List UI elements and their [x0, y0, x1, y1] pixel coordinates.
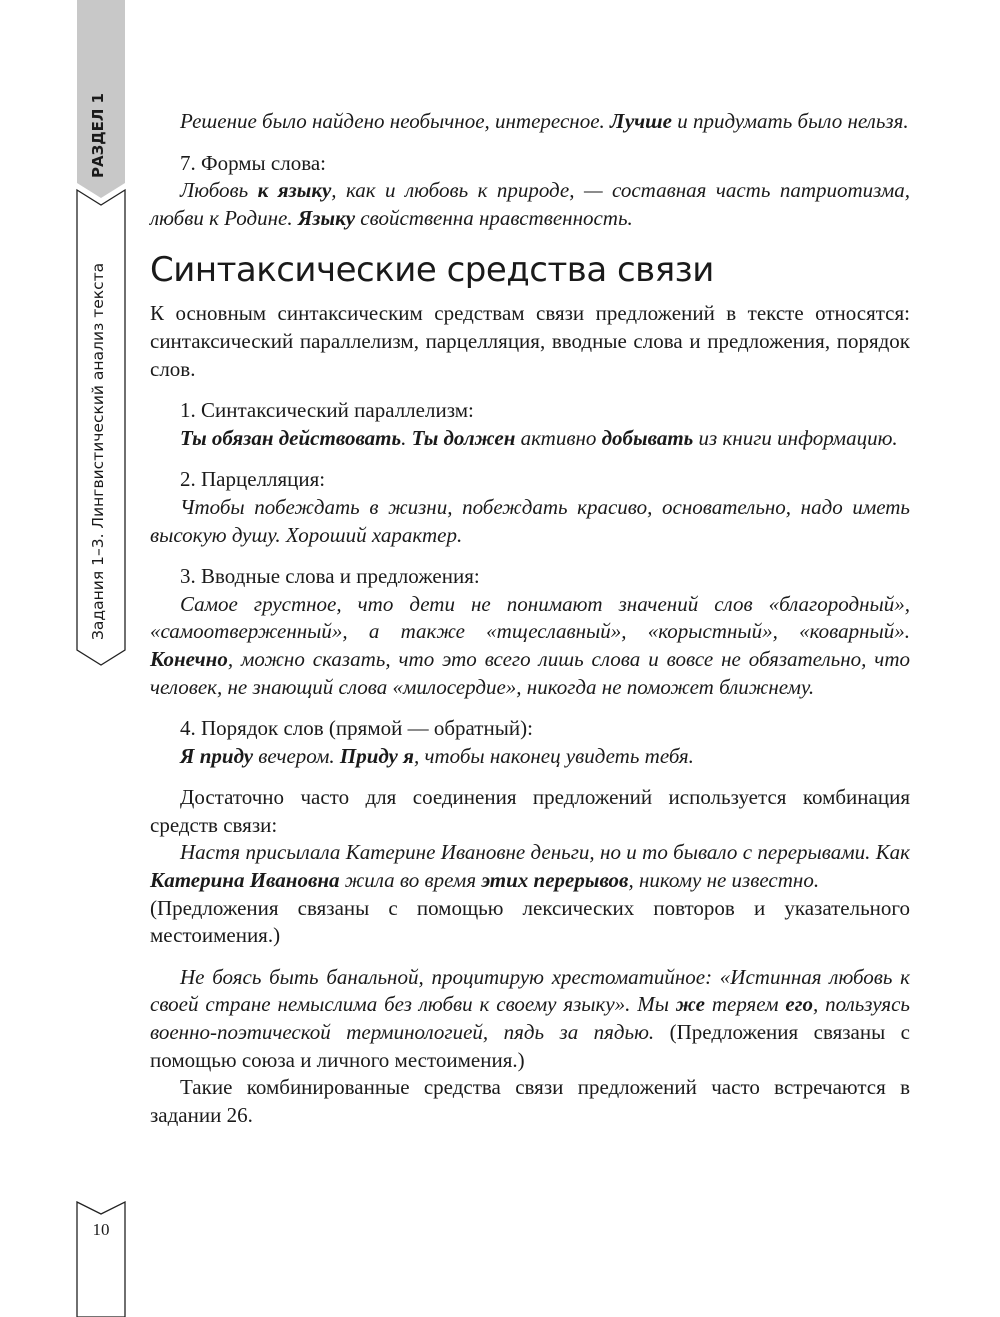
- text-run: Чтобы побеждать в жизни, побеждать красиво, основательно, надо иметь высокую душу. Хороший характер.: [150, 494, 910, 547]
- paragraph: [150, 466, 910, 494]
- paragraph: [150, 1074, 910, 1129]
- emphasis-text: Ты обязан действовать: [180, 425, 402, 450]
- emphasis-text: этих перерывов: [481, 868, 629, 893]
- text-run: , можно сказать, что это всего лишь слова и вовсе не обязательно, что человек, не знающий слова «милосердие», никогда не поможет ближнему.: [150, 646, 910, 699]
- text-run: 1. Синтаксический параллелизм:: [180, 398, 474, 423]
- paragraph: [150, 177, 910, 232]
- emphasis-text: добывать: [601, 425, 694, 450]
- paragraph: [150, 425, 910, 453]
- emphasis-text: Конечно: [150, 646, 228, 671]
- paragraph: [150, 895, 910, 950]
- text-run: 7. Формы слова:: [180, 150, 327, 175]
- text-run: Такие комбинированные средства связи предложений часто встречаются в задании 26.: [150, 1075, 910, 1127]
- text-run: теряем: [704, 992, 786, 1017]
- text-run: Любовь: [180, 178, 258, 203]
- paragraph: [150, 964, 910, 1074]
- text-run: Достаточно часто для соединения предложений используется комбинация средств связи:: [150, 785, 910, 837]
- text-run: свойственна нравственность.: [355, 205, 633, 230]
- text-run: Настя присылала Катерине Ивановне деньги, но и то бывало с перерывами. Как: [180, 840, 910, 865]
- paragraph: [150, 784, 910, 839]
- emphasis-text: Лучше: [610, 109, 672, 133]
- emphasis-text: его: [785, 992, 813, 1017]
- emphasis-text: Я приду: [180, 743, 254, 768]
- paragraph: [150, 591, 910, 701]
- section-heading: Синтаксические средства связи: [150, 250, 714, 291]
- text-run: , как и любовь к природе, — составная часть патриотизма, любви к Родине.: [150, 178, 910, 230]
- text-run: .: [401, 425, 412, 450]
- emphasis-text: к языку: [257, 178, 332, 203]
- text-run: Самое грустное, что дети не понимают значений слов «благородный», «самоотверженный», а также «тщеславный», «корыстный», «коварный».: [150, 591, 910, 644]
- paragraph: [150, 715, 910, 743]
- text-run: Не боясь быть банальной, процитирую хрестоматийное: «Истинная любовь к своей стране немыслима без любви к своему языку». Мы: [150, 964, 910, 1017]
- paragraph: [150, 108, 910, 136]
- section-label: РАЗДЕЛ 1: [89, 93, 107, 178]
- paragraph: [150, 397, 910, 425]
- text-run: 3. Вводные слова и предложения:: [180, 564, 480, 589]
- text-run: Решение было найдено необычное, интересное.: [180, 109, 611, 133]
- paragraph: [150, 839, 910, 894]
- text-run: (Предложения связаны с помощью лексических повторов и указательного местоимения.): [150, 895, 910, 948]
- page-content: [150, 108, 910, 1129]
- paragraph: [150, 743, 910, 771]
- text-run: (Предложения связаны с помощью союза и личного местоимения.): [150, 1020, 911, 1072]
- text-run: , чтобы наконец увидеть тебя.: [413, 743, 694, 768]
- text-run: активно: [515, 425, 602, 450]
- emphasis-text: Ты должен: [411, 425, 516, 450]
- text-run: К основным синтаксическим средствам связи предложений в тексте относятся: синтаксический параллелизм, парцелляция, вводные слова и предложения, порядок слов.: [150, 301, 910, 381]
- paragraph: [150, 300, 910, 383]
- page-number: 10: [92, 1220, 110, 1239]
- text-run: , никому не известно.: [628, 868, 820, 893]
- emphasis-text: же: [675, 992, 705, 1017]
- text-run: , пользуясь военно-поэтической терминологией, пядь за пядью.: [150, 992, 910, 1045]
- paragraph: [150, 563, 910, 591]
- text-run: 4. Порядок слов (прямой — обратный):: [180, 716, 533, 741]
- topic-label: Задания 1–3. Лингвистический анализ текста: [89, 262, 107, 640]
- emphasis-text: Приду я: [339, 743, 414, 768]
- emphasis-text: Языку: [297, 205, 356, 230]
- emphasis-text: Катерина Ивановна: [150, 868, 340, 893]
- text-run: из книги информацию.: [693, 425, 898, 450]
- paragraph: [150, 150, 910, 178]
- text-run: вечером.: [253, 743, 340, 768]
- text-run: и придумать было нельзя.: [672, 109, 909, 133]
- side-tab-decoration: [0, 0, 140, 1317]
- text-run: 2. Парцелляция:: [180, 467, 326, 492]
- text-run: жила во время: [339, 868, 482, 893]
- paragraph: [150, 494, 910, 549]
